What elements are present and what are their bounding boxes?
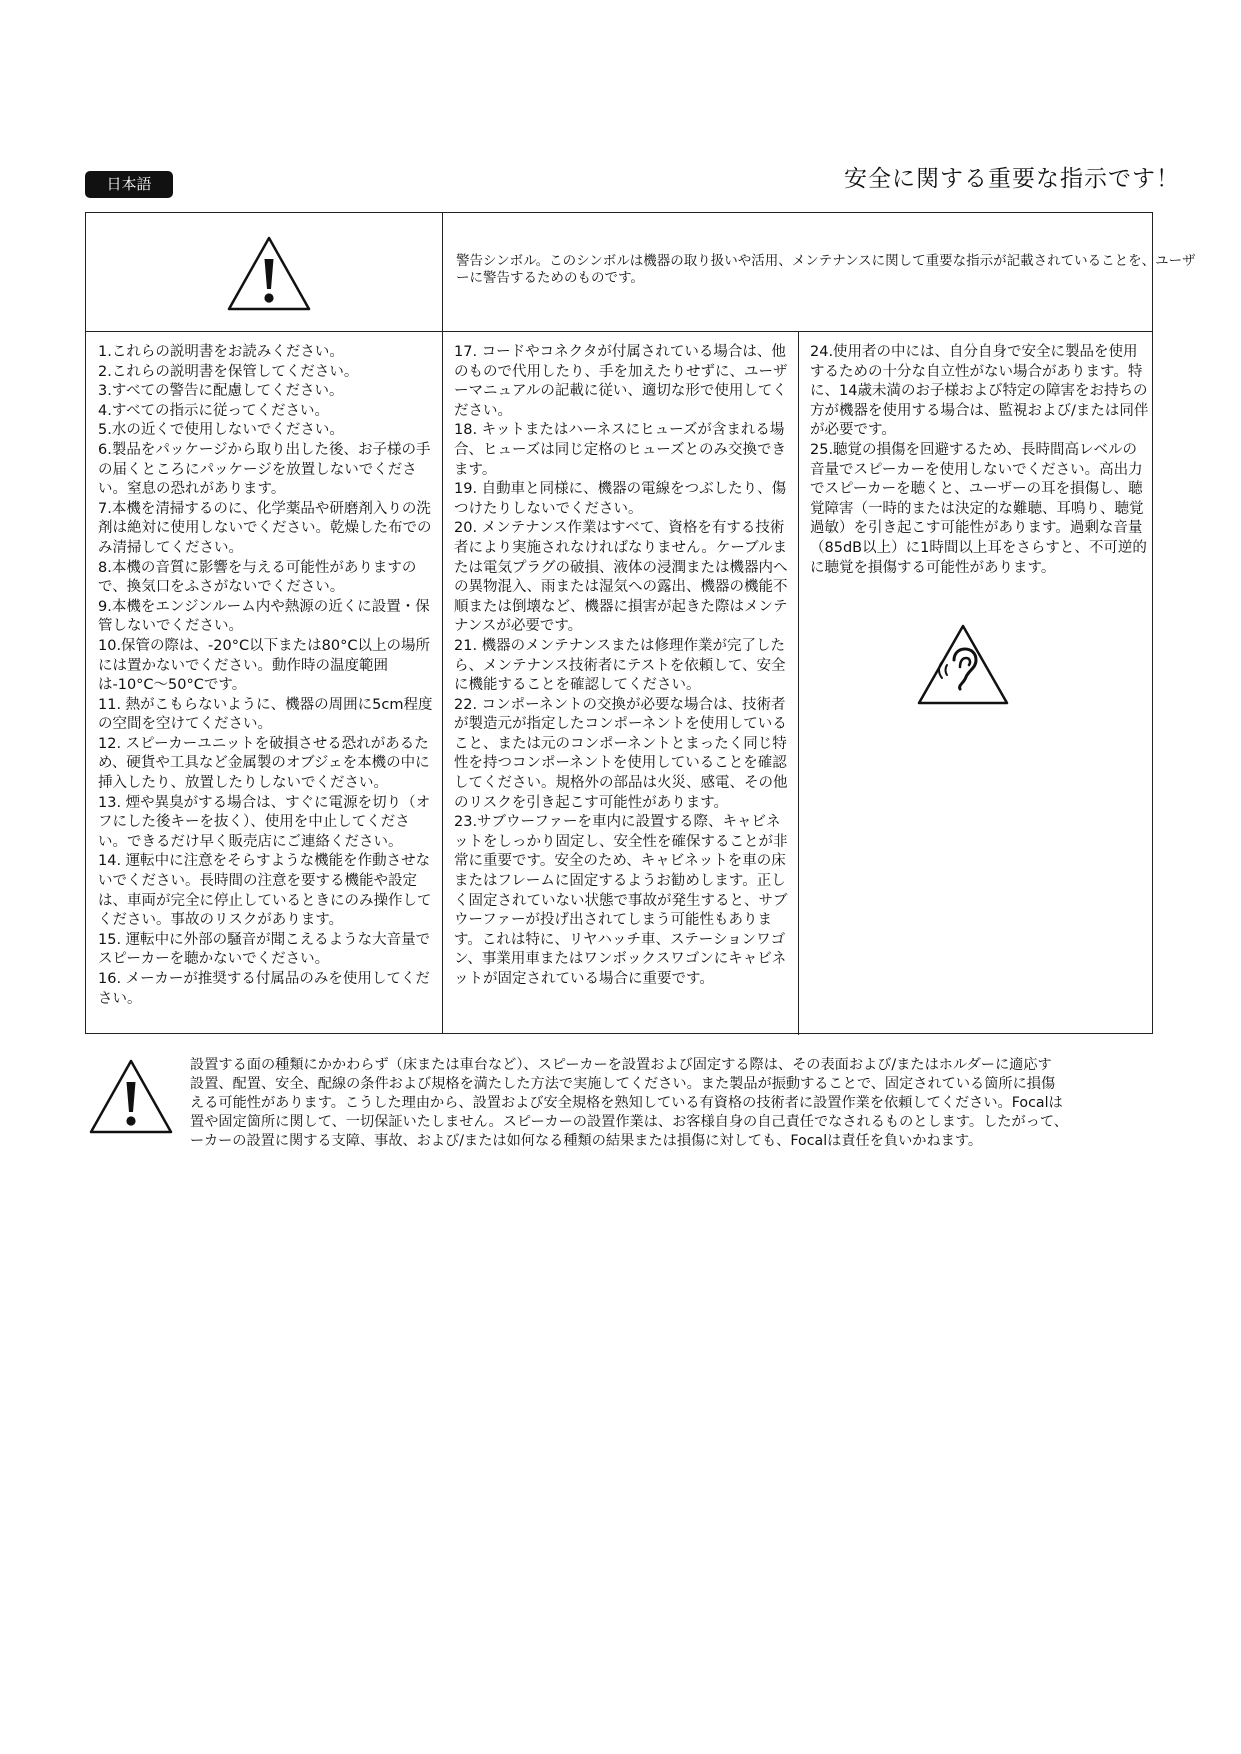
safety-instructions-table [85, 212, 1196, 1034]
language-badge: 日本語 [85, 171, 173, 198]
warning-triangle-icon [88, 1058, 174, 1136]
column-divider-2 [798, 331, 799, 1035]
column-divider-1 [442, 213, 443, 1033]
installation-disclaimer [190, 1056, 1230, 1151]
row-divider [86, 331, 1152, 332]
disclaimer-line: 設置する面の種類にかかわらず（床または車台など）、スピーカーを設置および固定する際は、その表面および/またはホルダーに適応す [190, 1057, 1052, 1073]
disclaimer-line: 置や固定箇所に関して、一切保証いたしません。スピーカーの設置作業は、お客様自身の自己責任でなされるものとします。したがって、 [190, 1114, 1068, 1130]
hearing-warning-icon [916, 623, 1010, 707]
warning-symbol-description: 警告シンボル。このシンボルは機器の取り扱いや活用、メンテナンスに関して重要な指示が記載されていることを、ユーザーに警告するためのものです。 [456, 253, 1196, 286]
disclaimer-line: ーカーの設置に関する支障、事故、および/または如何なる種類の結果または損傷に対しても、Focalは責任を負いかねます。 [190, 1133, 983, 1149]
warning-triangle-icon [226, 235, 312, 313]
disclaimer-line: える可能性があります。こうした理由から、設置および安全規格を熟知している有資格の技術者に設置作業を依頼してください。Focalは [190, 1095, 1063, 1111]
page-title: 安全に関する重要な指示です！ [844, 166, 1180, 192]
disclaimer-line: 設置、配置、安全、配線の条件および規格を満たした方法で実施してください。また製品が振動することで、固定されている箇所に損傷 [190, 1076, 1056, 1092]
instructions-column-3: 24.使用者の中には、自分自身で安全に製品を使用するための十分な自立性がない場合があります。特に、14歳未満のお子様および特定の障害をお持ちの方が機器を使用する場合は、監視および/または同伴が必要です。 25.聴覚の損傷を回避するため、長時間高レベルの音量でスピーカーを使用しないでください。高出力でスピーカーを聴くと、ユーザーの耳を損傷し、聴覚障害（一時的または決定的な難聴、耳鳴り、聴覚過敏）を引き起こす可能性があります。過剰な音量（85dB以上）に1時間以上耳をさらすと、不可逆的に聴覚を損傷する可能性があります。 [810, 344, 1149, 576]
instructions-column-2: 17. コードやコネクタが付属されている場合は、他のもので代用したり、手を加えたりせずに、ユーザーマニュアルの記載に従い、適切な形で使用してください。 18. キットまたはハーネスにヒューズが含まれる場合、ヒューズは同じ定格のヒューズとのみ交換できます。 19. 自動車と同様に、機器の電線をつぶしたり、傷つけたりしないでください。 20. メンテナンス作業はすべて、資格を有する技術者により実施されなければなりません。ケーブルまたは電気プラグの破損、液体の浸潤または機器内への異物混入、雨または湿気への露出、機器の機能不順または倒壊など、機器に損害が起きた際はメンテナンスが必要です。 21. 機器のメンテナンスまたは修理作業が完了したら、メンテナンス技術者にテストを依頼して、安全に機能することを確認してください。 22. コンポーネントの交換が必要な場合は、技術者が製造元が指定したコンポーネントを使用していること、または元のコンポーネントとまったく同じ特性を持つコンポーネントを使用していることを確認してください。規格外の部品は火災、感電、その他のリスクを引き起こす可能性があります。 23.サブウーファーを車内に設置する際、キャビネットをしっかり固定し、安全性を確保することが非常に重要です。安全のため、キャビネットを車の床またはフレームに固定するようお勧めします。正しく固定されていない状態で事故が発生すると、サブウーファーが投げ出されてしまう可能性もあります。これは特に、リヤハッチ車、ステーションワゴン、事業用車またはワンボックスワゴンにキャビネットが固定されている場合に重要です。 [454, 344, 788, 987]
instructions-column-1: 1.これらの説明書をお読みください。 2.これらの説明書を保管してください。 3.すべての警告に配慮してください。 4.すべての指示に従ってください。 5.水の近くで使用しないでください。 6.製品をパッケージから取り出した後、お子様の手の届くところにパッケージを放置しないでください。窒息の恐れがあります。 7.本機を清掃するのに、化学薬品や研磨剤入りの洗剤は絶対に使用しないでください。乾燥した布でのみ清掃してください。 8.本機の音質に影響を与える可能性がありますので、換気口をふさがないでください。 9.本機をエンジンルーム内や熱源の近くに設置・保管しないでください。 10.保管の際は、-20°C以下または80°C以上の場所には置かないでください。動作時の温度範囲は-10°C～50°Cです。 11. 熱がこもらないように、機器の周囲に5cm程度の空間を空けてください。 12. スピーカーユニットを破損させる恐れがあるため、硬貨や工具など金属製のオブジェを本機の中に挿入したり、放置したりしないでください。 13. 煙や異臭がする場合は、すぐに電源を切り（オフにした後キーを抜く）、使用を中止してください。できるだけ早く販売店にご連絡ください。 14. 運転中に注意をそらすような機能を作動させないでください。長時間の注意を要する機能や設定は、車両が完全に停止しているときにのみ操作してください。事故のリスクがあります。 15. 運転中に外部の騒音が聞こえるような大音量でスピーカーを聴かないでください。 16. メーカーが推奨する付属品のみを使用してください。 [98, 344, 433, 1007]
